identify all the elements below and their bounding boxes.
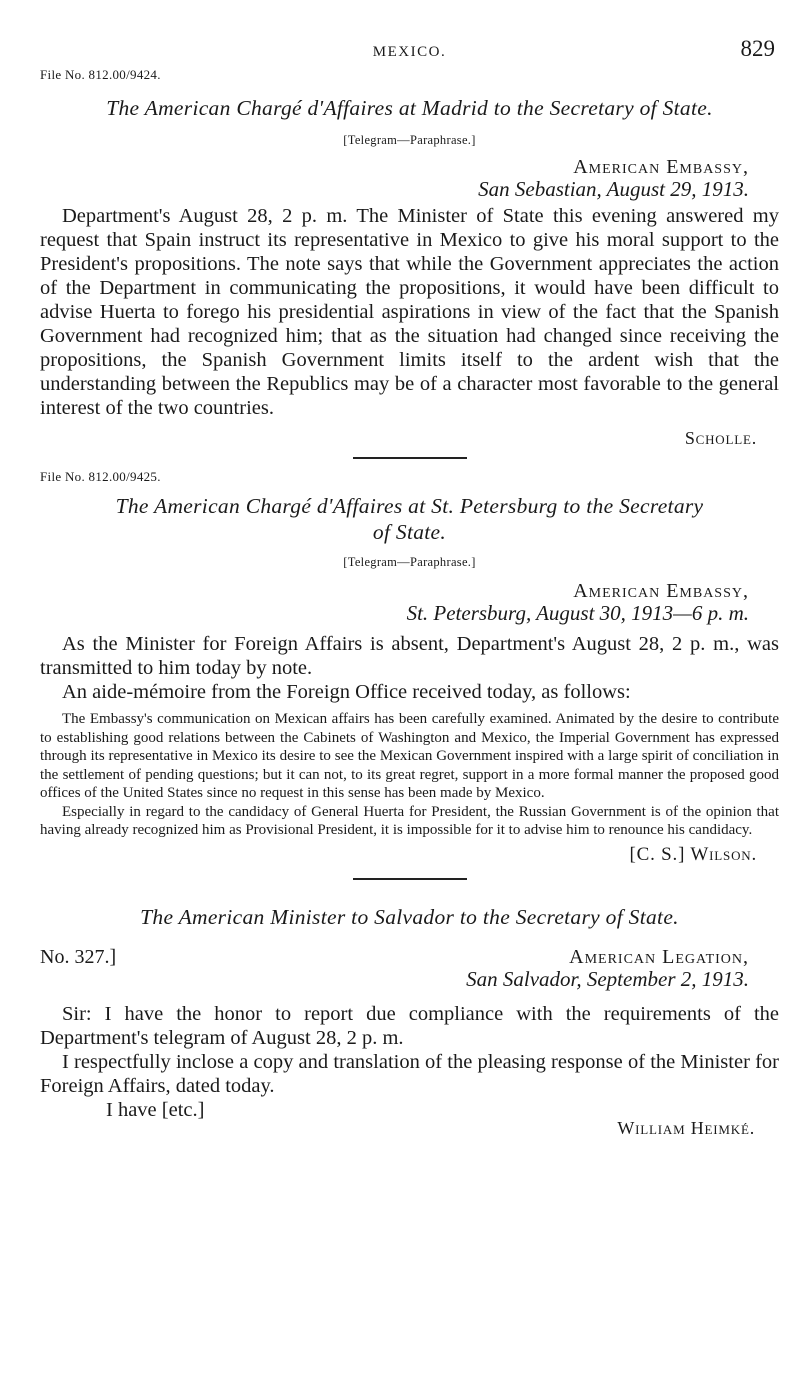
document-title: The American Minister to Salvador to the Secretary of State. <box>140 904 679 929</box>
document-title-line-1: The American Chargé d'Affaires at St. Petersburg to the Secretary <box>115 494 704 518</box>
closing-line: I have [etc.] <box>106 1098 205 1121</box>
dateline-date: San Sebastian, August 29, 1913. <box>478 177 749 201</box>
signature: William Heimké. <box>617 1117 755 1138</box>
body-paragraph: Sir: I have the honor to report due compliance with the requirements of the Department's telegram of August 28, 2 p. m. <box>40 1002 779 1049</box>
body-paragraph: As the Minister for Foreign Affairs is absent, Department's August 28, 2 p. m., was transmitted to him today by note. <box>40 633 779 679</box>
reference-row <box>40 946 779 969</box>
running-head <box>40 34 779 64</box>
file-number: File No. 812.00/9425. <box>40 469 161 484</box>
section-madrid <box>40 67 779 449</box>
dateline-place: American Legation, <box>569 945 749 968</box>
section-st-petersburg <box>40 469 779 866</box>
despatch-number: No. 327.] <box>40 945 117 968</box>
telegram-note: [Telegram—Paraphrase.] <box>343 555 476 569</box>
dateline-place: American Embassy, <box>573 156 749 178</box>
body-paragraph: An aide-mémoire from the Foreign Office received today, as follows: <box>62 681 631 703</box>
section-divider <box>353 457 467 459</box>
file-number: File No. 812.00/9424. <box>40 67 161 82</box>
document-title-line-2: of State. <box>372 520 447 544</box>
dateline-date: San Salvador, September 2, 1913. <box>466 966 749 991</box>
signature: [C. S.] Wilson. <box>629 843 757 865</box>
document-title: The American Chargé d'Affaires at Madrid to the Secretary of State. <box>106 96 713 120</box>
body-paragraph: I respectfully inclose a copy and translation of the pleasing response of the Minister for Foreign Affairs, dated today. <box>40 1050 779 1097</box>
section-salvador <box>40 904 779 1139</box>
page-number: 829 <box>740 36 775 61</box>
body-paragraph: Department's August 28, 2 p. m. The Minister of State this evening answered my request that Spain instruct its representative in Mexico to give his moral support to the President's propositions. The note says that while the Government appreciates the action of the Department in communicating the propositions, it would have been difficult to advise Huerta to forego his presidential aspirations in view of the fact that the Spanish Government had recognized him; that as the situation had changed since receiving the propositions, the Spanish Government limits itself to the ardent wish that the understanding between the Republics may be of a character most favorable to the general interest of the two countries. <box>40 205 779 419</box>
dateline-place: American Embassy, <box>573 580 749 602</box>
signature: Scholle. <box>684 428 757 448</box>
section-divider <box>353 878 467 880</box>
dateline-date: St. Petersburg, August 30, 1913—6 p. m. <box>406 601 749 625</box>
running-title: MEXICO. <box>372 44 447 60</box>
quoted-paragraph: Especially in regard to the candidacy of General Huerta for President, the Russian Government is of the opinion that having already recognized him as Provisional President, it is impossible for it to advise him to renounce his candidacy. <box>40 803 779 838</box>
quoted-paragraph: The Embassy's communication on Mexican affairs has been carefully examined. Animated by the desire to contribute to establishing good relations between the Cabinets of Washington and Mexico, the Imperial Government has expressed through its representative in Mexico its desire to see the Mexican Government inspired with a large spirit of conciliation in the settlement of pending questions; but it can not, to its great regret, support in a more formal manner the proposed good offices of the United States since no request in this sense has been made by Mexico. <box>40 711 779 801</box>
telegram-note: [Telegram—Paraphrase.] <box>343 133 476 147</box>
